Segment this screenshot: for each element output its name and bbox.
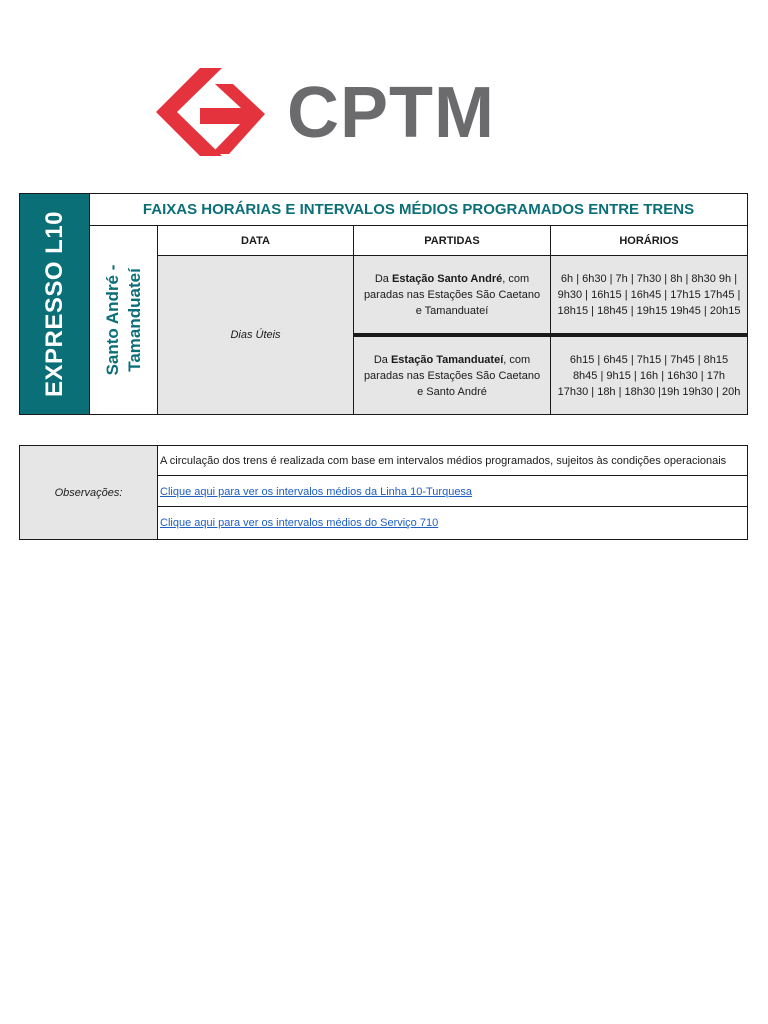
column-header-partidas: PARTIDAS	[354, 226, 551, 256]
observation-link-row	[158, 508, 747, 538]
linha-10-intervals-link[interactable]: Clique aqui para ver os intervalos médios da Linha 10-Turquesa	[160, 485, 473, 498]
departure-cell: Da Estação Tamanduateí, com paradas nas Estações São Caetano e Santo André	[354, 337, 551, 414]
servico-710-intervals-link[interactable]: Clique aqui para ver os intervalos médios do Serviço 710	[160, 517, 439, 529]
route-line-2: Tamanduateí	[124, 268, 144, 372]
observations-table	[19, 445, 748, 540]
day-type-cell: Dias Úteis	[158, 256, 354, 414]
departure-station: Estação Tamanduateí	[390, 353, 504, 366]
observation-note: A circulação dos trens é realizada com base em intervalos médios programados, sujeitos às condições operacionais	[158, 446, 747, 476]
service-label-cell	[20, 194, 90, 414]
route-line-1: Santo André -	[102, 264, 122, 376]
service-label: EXPRESSO L10	[40, 210, 68, 398]
column-header-horarios: HORÁRIOS	[551, 226, 747, 256]
departure-station: Estação Santo André	[391, 272, 503, 285]
departure-cell: Da Estação Santo André, com paradas nas Estações São Caetano e Tamanduateí	[354, 256, 551, 333]
logo-wordmark: CPTM	[287, 73, 495, 153]
cptm-diamond-icon	[155, 66, 267, 158]
column-header-data: DATA	[158, 226, 354, 256]
schedule-table	[19, 193, 748, 415]
times-cell: 6h15 | 6h45 | 7h15 | 7h45 | 8h15 8h45 | 9h15 | 16h | 16h30 | 17h 17h30 | 18h | 18h30 |19h 19h30 | 20h	[551, 337, 747, 414]
route-label-cell	[90, 226, 158, 414]
observation-link-row	[158, 477, 747, 507]
observations-label: Observações:	[20, 446, 158, 539]
route-label	[102, 265, 146, 376]
table-title: FAIXAS HORÁRIAS E INTERVALOS MÉDIOS PROGRAMADOS ENTRE TRENS	[90, 194, 747, 226]
times-cell: 6h | 6h30 | 7h | 7h30 | 8h | 8h30 9h | 9h30 | 16h15 | 16h45 | 17h15 17h45 | 18h15 | 18h45 | 19h15 19h45 | 20h15	[551, 256, 747, 333]
cptm-logo	[155, 66, 495, 158]
